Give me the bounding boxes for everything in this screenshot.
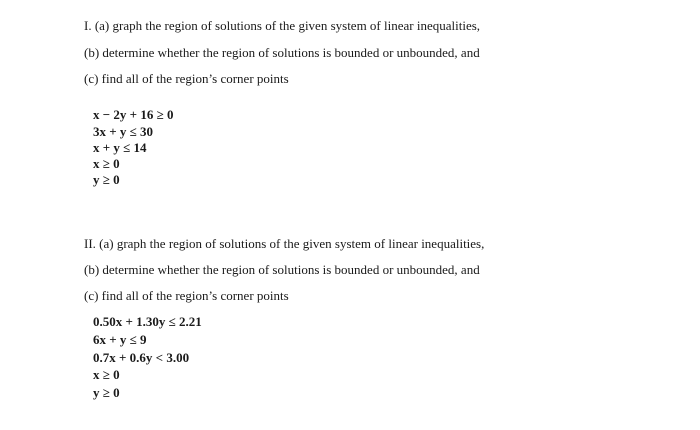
problem1-instruction-b: (b) determine whether the region of solutions is bounded or unbounded, and	[84, 45, 480, 60]
problem1-inequality-4: x ≥ 0	[93, 156, 120, 171]
problem1-instruction-c: (c) find all of the region’s corner points	[84, 71, 289, 86]
problem1-instruction-a: I. (a) graph the region of solutions of the given system of linear inequalities,	[84, 18, 481, 33]
problem1-inequality-2: 3x + y ≤ 30	[93, 124, 154, 139]
problem2-instruction-a: II. (a) graph the region of solutions of the given system of linear inequalities,	[84, 236, 485, 251]
problem2-inequality-4: x ≥ 0	[93, 367, 120, 382]
problem2-inequality-2: 6x + y ≤ 9	[93, 332, 147, 347]
problem2-inequality-1: 0.50x + 1.30y ≤ 2.21	[93, 314, 202, 329]
problem2-instruction-b: (b) determine whether the region of solutions is bounded or unbounded, and	[84, 262, 480, 277]
problem1-inequality-1: x − 2y + 16 ≥ 0	[93, 107, 174, 122]
problem2-inequality-3: 0.7x + 0.6y < 3.00	[93, 350, 190, 365]
problem1-inequality-3: x + y ≤ 14	[93, 140, 147, 155]
problem2-instruction-c: (c) find all of the region’s corner points	[84, 288, 289, 303]
problem2-inequality-5: y ≥ 0	[93, 385, 120, 400]
problem1-inequality-5: y ≥ 0	[93, 172, 120, 187]
